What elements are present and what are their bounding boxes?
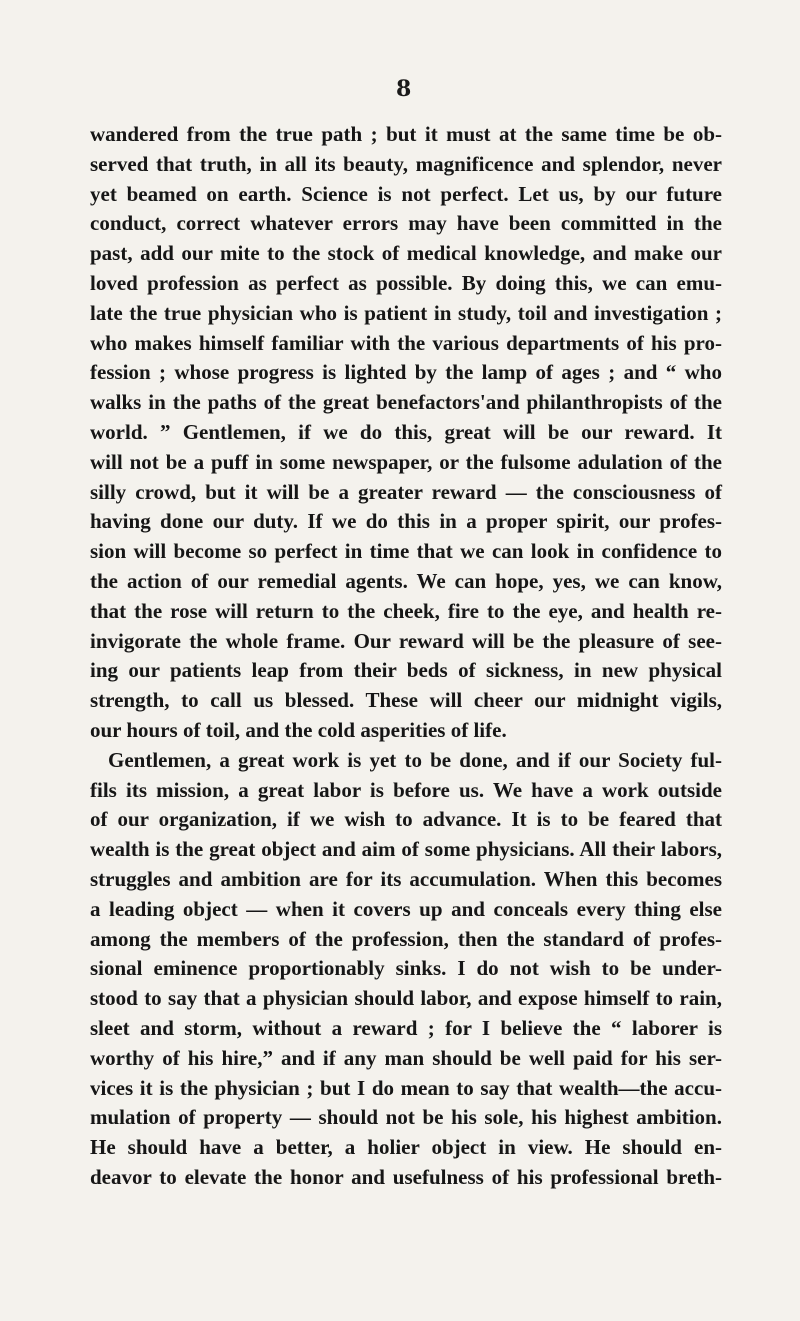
text-line: of our organization, if we wish to advance. It is to be feared that	[90, 807, 722, 832]
text-line: deavor to elevate the honor and usefulness of his professional breth-	[90, 1164, 722, 1189]
text-line: sleet and storm, without a reward ; for I believe the “ laborer is	[90, 1015, 722, 1040]
text-line: conduct, correct whatever errors may have been committed in the	[90, 211, 722, 236]
text-line: yet beamed on earth. Science is not perfect. Let us, by our future	[90, 181, 722, 206]
body-text	[90, 120, 722, 1193]
text-line: He should have a better, a holier object in view. He should en-	[90, 1135, 722, 1160]
text-line: worthy of his hire,” and if any man should be well paid for his ser-	[90, 1045, 722, 1070]
text-line: stood to say that a physician should labor, and expose himself to rain,	[90, 986, 722, 1011]
text-line: loved profession as perfect as possible. By doing this, we can emu-	[90, 270, 722, 295]
paragraph-end-line: our hours of toil, and the cold asperities of life.	[90, 717, 507, 742]
text-line: struggles and ambition are for its accumulation. When this becomes	[90, 866, 722, 891]
text-line: a leading object — when it covers up and conceals every thing else	[90, 896, 722, 921]
text-line: ing our patients leap from their beds of sickness, in new physical	[90, 658, 722, 683]
text-line: having done our duty. If we do this in a proper spirit, our profes-	[90, 509, 722, 534]
text-line: wandered from the true path ; but it must at the same time be ob-	[90, 122, 722, 146]
text-line: world. ” Gentlemen, if we do this, great will be our reward. It	[90, 419, 722, 444]
paragraph-start-line: Gentlemen, a great work is yet to be done, and if our Society ful-	[108, 747, 722, 772]
text-line: strength, to call us blessed. These will cheer our midnight vigils,	[90, 688, 722, 713]
text-line: who makes himself familiar with the various departments of his pro-	[90, 330, 722, 355]
text-line: the action of our remedial agents. We can hope, yes, we can know,	[90, 568, 722, 593]
text-line: fession ; whose progress is lighted by the lamp of ages ; and “ who	[90, 360, 722, 385]
text-line: among the members of the profession, then the standard of profes-	[90, 926, 722, 951]
text-line: late the true physician who is patient in study, toil and investigation ;	[90, 300, 722, 325]
text-line: that the rose will return to the cheek, fire to the eye, and health re-	[90, 598, 722, 623]
text-line: sion will become so perfect in time that we can look in confidence to	[90, 539, 722, 564]
text-line: will not be a puff in some newspaper, or the fulsome adulation of the	[90, 449, 722, 474]
text-line: fils its mission, a great labor is before us. We have a work outside	[90, 777, 722, 802]
text-line: invigorate the whole frame. Our reward will be the pleasure of see-	[90, 628, 722, 653]
text-line: wealth is the great object and aim of some physicians. All their labors,	[90, 837, 722, 862]
text-line: past, add our mite to the stock of medical knowledge, and make our	[90, 241, 722, 266]
text-line: vices it is the physician ; but I do mean to say that wealth—the accu-	[90, 1075, 722, 1100]
text-line: sional eminence proportionably sinks. I do not wish to be under-	[90, 956, 722, 981]
text-line: served that truth, in all its beauty, magnificence and splendor, never	[90, 151, 722, 176]
text-line: mulation of property — should not be his sole, his highest ambition.	[90, 1105, 722, 1130]
text-line: walks in the paths of the great benefactors'and philanthropists of the	[90, 390, 722, 415]
page-number: 8	[396, 76, 412, 102]
text-line: silly crowd, but it will be a greater reward — the consciousness of	[90, 479, 722, 504]
